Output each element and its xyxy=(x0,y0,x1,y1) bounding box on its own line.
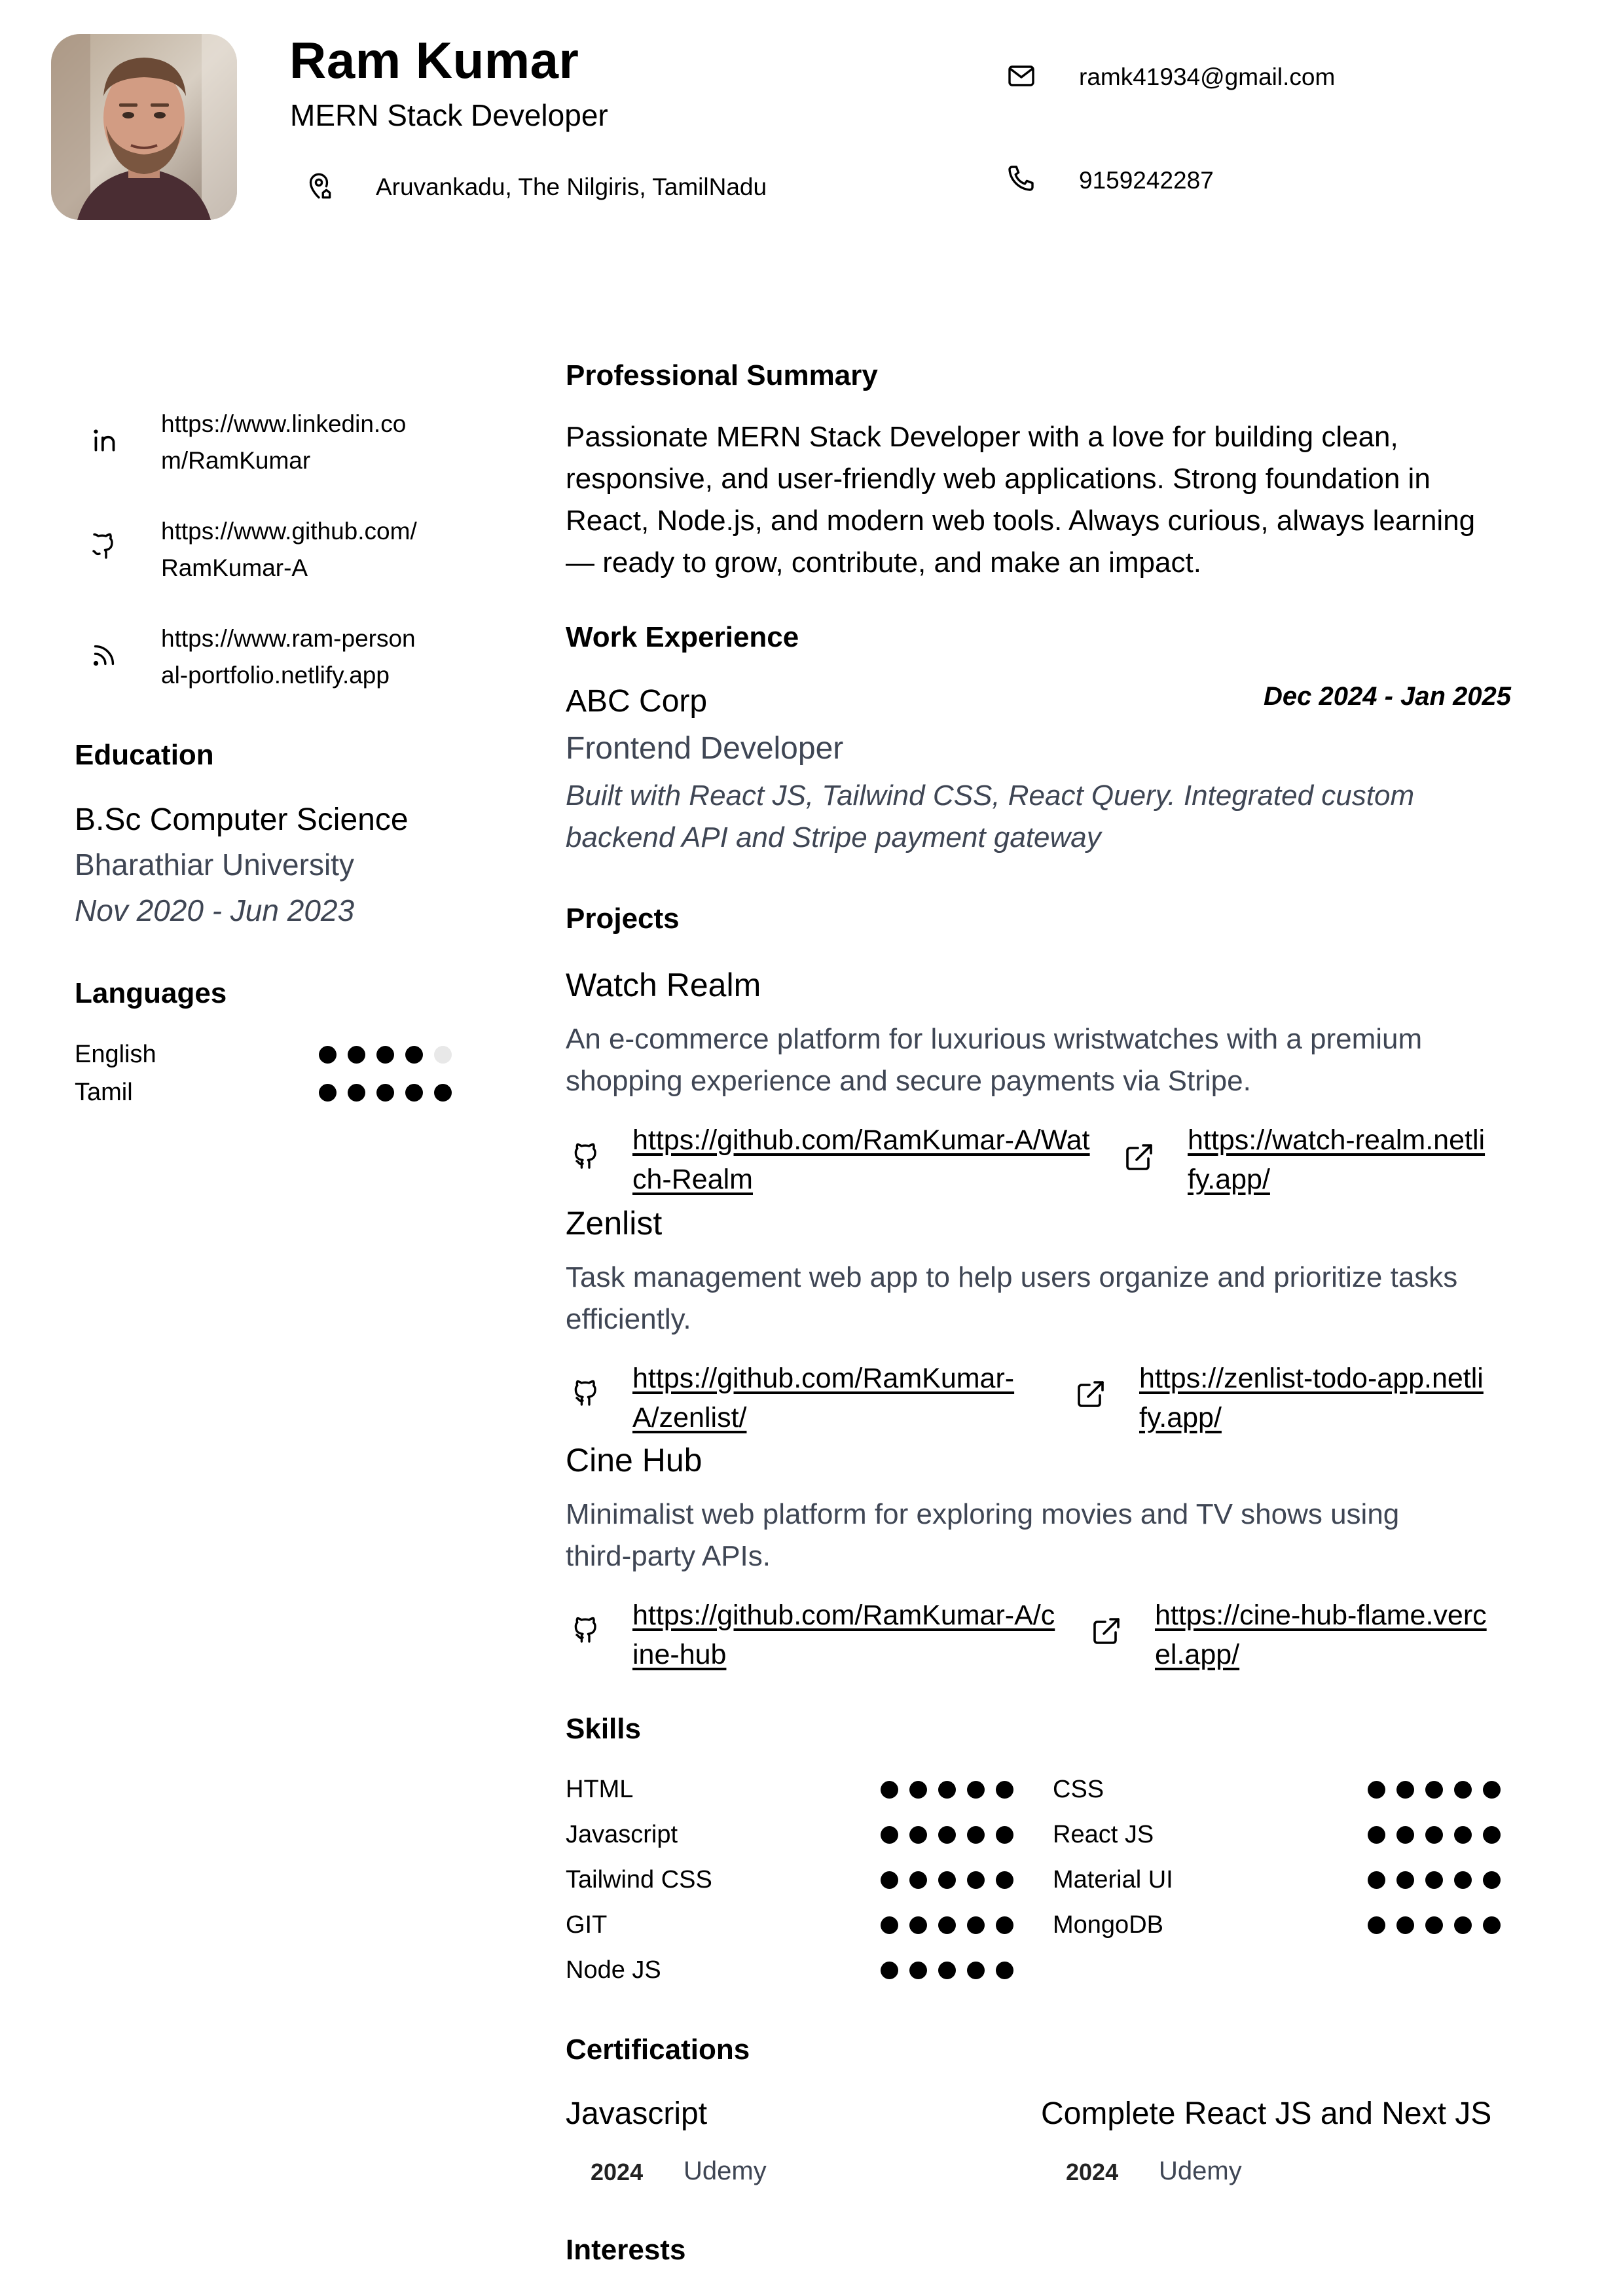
summary-line: Passionate MERN Stack Developer with a love for building clean, xyxy=(566,421,1398,453)
rating-dot-filled xyxy=(996,1962,1013,1979)
external-link-icon xyxy=(1123,1141,1155,1173)
skill-rating xyxy=(881,1781,1013,1799)
repo-link-line-2: A/zenlist/ xyxy=(632,1402,747,1433)
skill-row xyxy=(566,1812,1013,1857)
summary-line: React, Node.js, and modern web tools. Always curious, always learning xyxy=(566,505,1476,537)
profile-photo xyxy=(51,34,237,220)
linkedin-url-line-2: m/RamKumar xyxy=(161,447,311,474)
candidate-title: MERN Stack Developer xyxy=(290,98,608,132)
live-link-line-1: https://watch-realm.netli xyxy=(1188,1124,1486,1156)
phone-icon xyxy=(1006,162,1037,194)
rating-dot-filled xyxy=(1396,1916,1414,1934)
skill-name: Tailwind CSS xyxy=(566,1866,712,1893)
project-desc-line: Task management web app to help users organize and prioritize tasks xyxy=(566,1261,1458,1293)
skill-name: Material UI xyxy=(1053,1866,1173,1893)
experience-dates: Dec 2024 - Jan 2025 xyxy=(1264,682,1512,711)
rating-dot-filled xyxy=(909,1962,927,1979)
rating-dot-filled xyxy=(938,1916,956,1934)
languages-list xyxy=(75,1035,452,1111)
repo-link-line-1: https://github.com/RamKumar-A/Wat xyxy=(632,1124,1090,1156)
skill-row xyxy=(566,1857,1013,1903)
rating-dot-filled xyxy=(967,1871,985,1889)
project-desc-line: third-party APIs. xyxy=(566,1540,771,1572)
rating-dot-filled xyxy=(938,1871,956,1889)
skill-rating xyxy=(1368,1781,1501,1799)
language-rating xyxy=(319,1046,452,1064)
rating-dot-filled xyxy=(1396,1871,1414,1889)
linkedin-url-line-1: https://www.linkedin.co xyxy=(161,410,407,437)
portfolio-url-line-1: https://www.ram-person xyxy=(161,625,416,652)
project-live-link[interactable] xyxy=(1139,1359,1484,1437)
rating-dot-filled xyxy=(1425,1871,1443,1889)
rating-dot-filled xyxy=(1368,1916,1385,1934)
project-live-link[interactable] xyxy=(1155,1596,1487,1674)
github-icon xyxy=(571,1378,602,1410)
portfolio-url[interactable] xyxy=(161,620,416,694)
rating-dot-filled xyxy=(1483,1871,1501,1889)
rating-dot-filled xyxy=(909,1781,927,1799)
education-degree: B.Sc Computer Science xyxy=(75,802,409,837)
project-desc-line: An e-commerce platform for luxurious wristwatches with a premium xyxy=(566,1023,1423,1055)
skill-row xyxy=(566,1948,1013,1993)
skill-rating xyxy=(1368,1871,1501,1889)
repo-link-line-2: ch-Realm xyxy=(632,1164,753,1195)
rating-dot-filled xyxy=(1368,1871,1385,1889)
linkedin-icon xyxy=(89,424,122,457)
education-dates: Nov 2020 - Jun 2023 xyxy=(75,893,355,927)
projects-heading: Projects xyxy=(566,903,680,935)
skills-right-column xyxy=(1053,1767,1501,1948)
rating-dot-filled xyxy=(376,1046,394,1064)
language-name: English xyxy=(75,1040,156,1068)
rating-dot-filled xyxy=(881,1871,898,1889)
rating-dot-filled xyxy=(1425,1781,1443,1799)
certifications-heading: Certifications xyxy=(566,2034,750,2066)
certification-issuer: Udemy xyxy=(684,2157,767,2185)
github-url[interactable] xyxy=(161,513,417,586)
rating-dot-filled xyxy=(1425,1826,1443,1844)
skill-name: Node JS xyxy=(566,1956,661,1984)
linkedin-url[interactable] xyxy=(161,406,406,479)
rating-dot-filled xyxy=(938,1826,956,1844)
experience-heading: Work Experience xyxy=(566,621,799,653)
skill-row xyxy=(1053,1857,1501,1903)
rating-dot-filled xyxy=(434,1084,452,1102)
external-link-icon xyxy=(1075,1378,1106,1410)
rating-dot-empty xyxy=(434,1046,452,1064)
project-description xyxy=(566,1494,1508,1577)
project-repo-link[interactable] xyxy=(632,1121,1090,1199)
github-icon xyxy=(88,531,119,563)
rating-dot-filled xyxy=(909,1916,927,1934)
candidate-name: Ram Kumar xyxy=(289,31,579,89)
skill-row xyxy=(566,1767,1013,1812)
rating-dot-filled xyxy=(996,1871,1013,1889)
experience-desc-line: backend API and Stripe payment gateway xyxy=(566,821,1101,853)
rating-dot-filled xyxy=(376,1084,394,1102)
skill-name: React JS xyxy=(1053,1821,1154,1848)
skill-rating xyxy=(881,1826,1013,1844)
rating-dot-filled xyxy=(1483,1826,1501,1844)
repo-link-line-1: https://github.com/RamKumar- xyxy=(632,1363,1015,1394)
skill-row xyxy=(566,1903,1013,1948)
github-icon xyxy=(571,1615,602,1647)
rating-dot-filled xyxy=(938,1781,956,1799)
experience-company: ABC Corp xyxy=(566,684,708,719)
project-live-link[interactable] xyxy=(1188,1121,1485,1199)
certification-name: Javascript xyxy=(566,2096,708,2131)
skill-rating xyxy=(881,1871,1013,1889)
skill-name: Javascript xyxy=(566,1821,678,1848)
rating-dot-filled xyxy=(1454,1916,1472,1934)
rating-dot-filled xyxy=(405,1046,423,1064)
live-link-line-2: el.app/ xyxy=(1155,1639,1240,1670)
certification-year: 2024 xyxy=(591,2159,644,2185)
rating-dot-filled xyxy=(909,1826,927,1844)
experience-role: Frontend Developer xyxy=(566,731,844,766)
github-icon xyxy=(571,1141,602,1173)
live-link-line-1: https://zenlist-todo-app.netli xyxy=(1139,1363,1484,1394)
rating-dot-filled xyxy=(881,1781,898,1799)
project-name: Cine Hub xyxy=(566,1442,702,1479)
experience-description xyxy=(566,775,1508,859)
rating-dot-filled xyxy=(881,1962,898,1979)
language-row xyxy=(75,1035,452,1073)
rating-dot-filled xyxy=(405,1084,423,1102)
languages-heading: Languages xyxy=(75,977,227,1009)
skill-rating xyxy=(881,1916,1013,1934)
interests-heading: Interests xyxy=(566,2234,686,2266)
skill-rating xyxy=(1368,1916,1501,1934)
rating-dot-filled xyxy=(996,1826,1013,1844)
location-pin-home-icon xyxy=(302,169,335,202)
certification-name: Complete React JS and Next JS xyxy=(1041,2096,1492,2131)
skill-rating xyxy=(1368,1826,1501,1844)
rating-dot-filled xyxy=(1368,1826,1385,1844)
rating-dot-filled xyxy=(1396,1781,1414,1799)
summary-heading: Professional Summary xyxy=(566,359,878,391)
live-link-line-1: https://cine-hub-flame.verc xyxy=(1155,1600,1487,1631)
rating-dot-filled xyxy=(1454,1781,1472,1799)
rating-dot-filled xyxy=(1368,1781,1385,1799)
live-link-line-2: fy.app/ xyxy=(1188,1164,1270,1195)
rating-dot-filled xyxy=(1425,1916,1443,1934)
rating-dot-filled xyxy=(1454,1871,1472,1889)
language-rating xyxy=(319,1084,452,1102)
experience-desc-line: Built with React JS, Tailwind CSS, React Query. Integrated custom xyxy=(566,780,1415,812)
github-url-line-2: RamKumar-A xyxy=(161,554,308,581)
rating-dot-filled xyxy=(967,1781,985,1799)
skills-left-column xyxy=(566,1767,1013,1993)
portfolio-url-line-2: al-portfolio.netlify.app xyxy=(161,662,390,689)
rating-dot-filled xyxy=(348,1046,365,1064)
language-row xyxy=(75,1073,452,1111)
rating-dot-filled xyxy=(967,1962,985,1979)
email-text[interactable]: ramk41934@gmail.com xyxy=(1079,63,1336,90)
project-repo-link[interactable] xyxy=(632,1596,1055,1674)
rating-dot-filled xyxy=(938,1962,956,1979)
mail-icon xyxy=(1006,60,1037,92)
skill-row xyxy=(1053,1812,1501,1857)
summary-line: responsive, and user-friendly web applications. Strong foundation in xyxy=(566,463,1431,495)
repo-link-line-2: ine-hub xyxy=(632,1639,727,1670)
project-name: Watch Realm xyxy=(566,967,761,1003)
rating-dot-filled xyxy=(967,1916,985,1934)
rating-dot-filled xyxy=(881,1916,898,1934)
rating-dot-filled xyxy=(348,1084,365,1102)
summary-line: — ready to grow, contribute, and make an impact. xyxy=(566,547,1201,579)
language-name: Tamil xyxy=(75,1078,133,1106)
rating-dot-filled xyxy=(1396,1826,1414,1844)
certification-issuer: Udemy xyxy=(1159,2157,1242,2185)
project-desc-line: Minimalist web platform for exploring movies and TV shows using xyxy=(566,1498,1400,1530)
project-name: Zenlist xyxy=(566,1205,663,1242)
rating-dot-filled xyxy=(319,1046,337,1064)
summary-text xyxy=(566,416,1508,584)
rating-dot-filled xyxy=(319,1084,337,1102)
rating-dot-filled xyxy=(1454,1826,1472,1844)
rating-dot-filled xyxy=(881,1826,898,1844)
rating-dot-filled xyxy=(909,1871,927,1889)
project-description xyxy=(566,1018,1508,1102)
skill-row xyxy=(1053,1903,1501,1948)
skill-rating xyxy=(881,1962,1013,1979)
rating-dot-filled xyxy=(1483,1916,1501,1934)
location-text: Aruvankadu, The Nilgiris, TamilNadu xyxy=(376,173,767,200)
skill-name: MongoDB xyxy=(1053,1911,1163,1939)
rating-dot-filled xyxy=(1483,1781,1501,1799)
external-link-icon xyxy=(1091,1615,1122,1647)
project-desc-line: shopping experience and secure payments via Stripe. xyxy=(566,1065,1251,1097)
project-desc-line: efficiently. xyxy=(566,1303,691,1335)
skills-heading: Skills xyxy=(566,1713,641,1745)
skill-name: GIT xyxy=(566,1911,608,1939)
certification-year: 2024 xyxy=(1066,2159,1119,2185)
skill-name: CSS xyxy=(1053,1776,1104,1803)
rating-dot-filled xyxy=(967,1826,985,1844)
skill-name: HTML xyxy=(566,1776,634,1803)
skill-row xyxy=(1053,1767,1501,1812)
github-url-line-1: https://www.github.com/ xyxy=(161,518,417,545)
phone-text[interactable]: 9159242287 xyxy=(1079,167,1214,194)
rss-icon xyxy=(89,640,119,670)
rating-dot-filled xyxy=(996,1916,1013,1934)
education-school: Bharathiar University xyxy=(75,848,354,882)
project-repo-link[interactable] xyxy=(632,1359,1014,1437)
rating-dot-filled xyxy=(996,1781,1013,1799)
live-link-line-2: fy.app/ xyxy=(1139,1402,1222,1433)
repo-link-line-1: https://github.com/RamKumar-A/c xyxy=(632,1600,1055,1631)
project-description xyxy=(566,1257,1508,1340)
education-heading: Education xyxy=(75,739,214,771)
